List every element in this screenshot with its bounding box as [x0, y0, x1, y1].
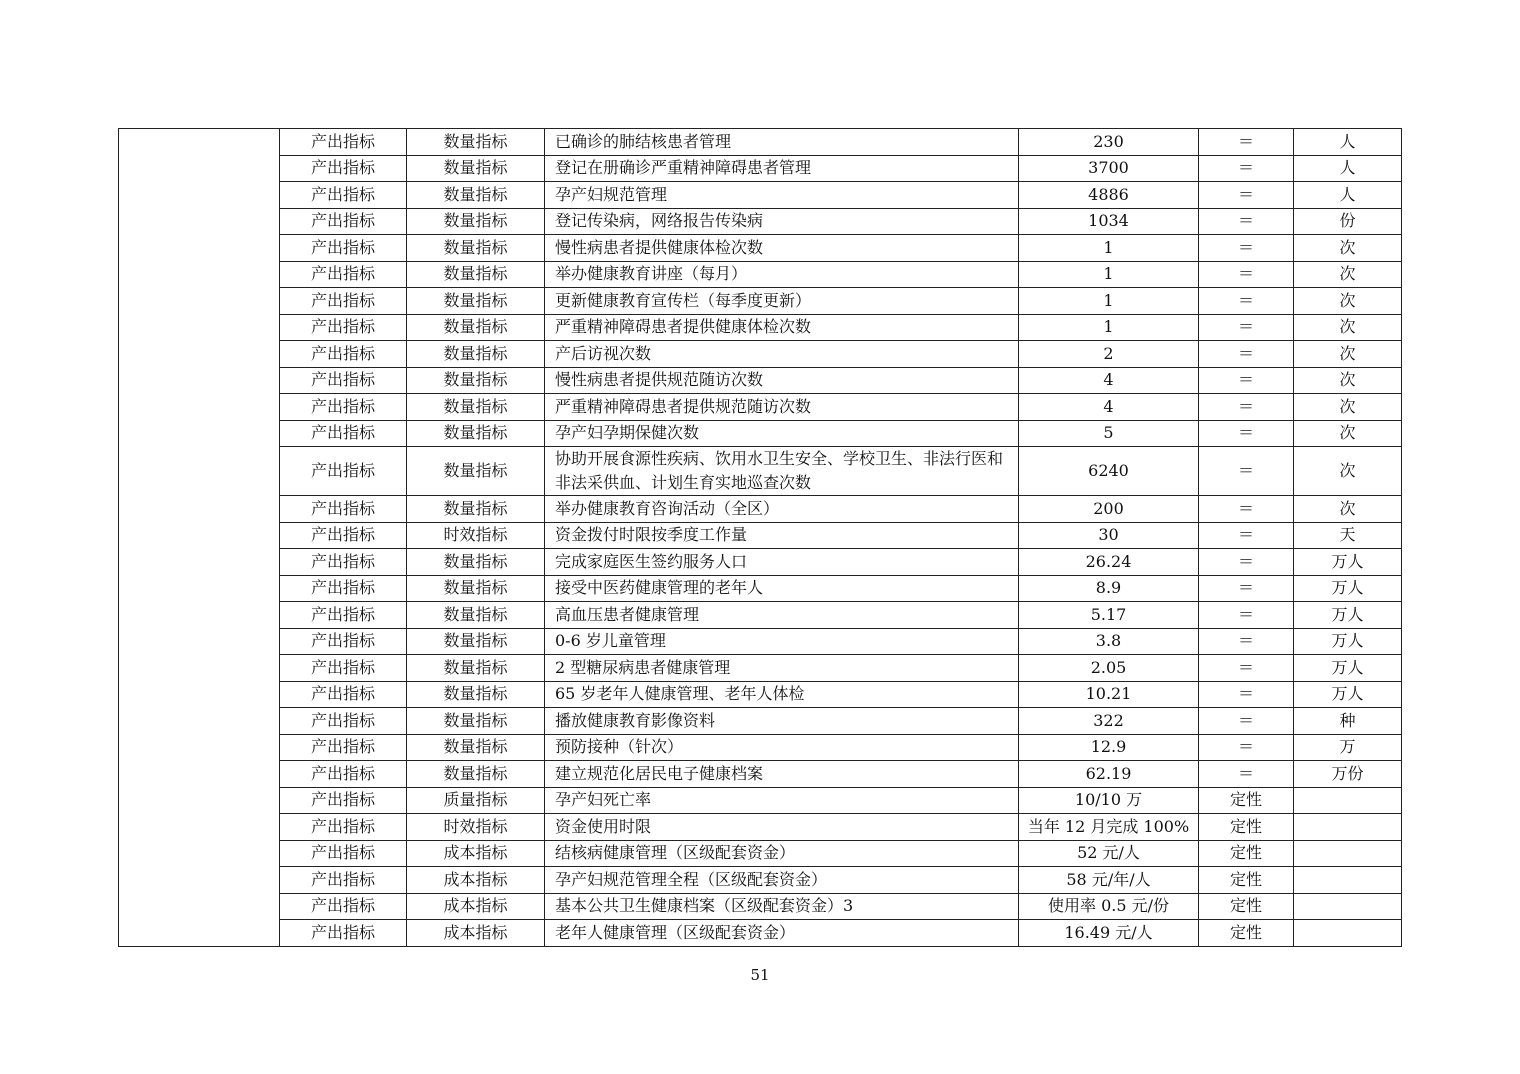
unit-cell: 人: [1294, 155, 1402, 182]
level2-cell: 数量指标: [407, 655, 545, 682]
target-value-cell: 5.17: [1019, 602, 1199, 629]
operator-cell: ＝: [1199, 394, 1294, 421]
unit-cell: 天: [1294, 522, 1402, 549]
table-row: [119, 447, 1402, 496]
table-row: [119, 681, 1402, 708]
target-value-cell: 1: [1019, 261, 1199, 288]
level1-cell: 产出指标: [280, 367, 407, 394]
unit-cell: 万人: [1294, 549, 1402, 576]
table-row: [119, 496, 1402, 523]
table-row: [119, 893, 1402, 920]
operator-cell: ＝: [1199, 367, 1294, 394]
indicator-name-cell: 登记传染病，网络报告传染病: [545, 208, 1019, 235]
indicator-name-cell: 资金拨付时限按季度工作量: [545, 522, 1019, 549]
target-value-cell: 12.9: [1019, 734, 1199, 761]
unit-cell: 次: [1294, 288, 1402, 315]
table-row: [119, 814, 1402, 841]
operator-cell: ＝: [1199, 655, 1294, 682]
target-value-cell: 3700: [1019, 155, 1199, 182]
level2-cell: 成本指标: [407, 867, 545, 894]
level1-cell: 产出指标: [280, 496, 407, 523]
unit-cell: [1294, 867, 1402, 894]
level1-cell: 产出指标: [280, 394, 407, 421]
level2-cell: 数量指标: [407, 155, 545, 182]
level1-cell: 产出指标: [280, 129, 407, 156]
target-value-cell: 1: [1019, 288, 1199, 315]
unit-cell: 万人: [1294, 628, 1402, 655]
table-row: [119, 655, 1402, 682]
level2-cell: 数量指标: [407, 261, 545, 288]
target-value-cell: 1: [1019, 235, 1199, 262]
target-value-cell: 使用率 0.5 元/份: [1019, 893, 1199, 920]
operator-cell: ＝: [1199, 734, 1294, 761]
unit-cell: 万人: [1294, 602, 1402, 629]
operator-cell: ＝: [1199, 681, 1294, 708]
level1-cell: 产出指标: [280, 447, 407, 496]
table-row: [119, 787, 1402, 814]
level1-cell: 产出指标: [280, 208, 407, 235]
target-value-cell: 230: [1019, 129, 1199, 156]
level1-cell: 产出指标: [280, 155, 407, 182]
target-value-cell: 10/10 万: [1019, 787, 1199, 814]
table-row: [119, 208, 1402, 235]
indicator-name-cell: 慢性病患者提供健康体检次数: [545, 235, 1019, 262]
target-value-cell: 16.49 元/人: [1019, 920, 1199, 947]
target-value-cell: 3.8: [1019, 628, 1199, 655]
target-value-cell: 4: [1019, 394, 1199, 421]
unit-cell: 次: [1294, 314, 1402, 341]
table-body: [119, 129, 1402, 947]
unit-cell: 万人: [1294, 681, 1402, 708]
level2-cell: 数量指标: [407, 708, 545, 735]
indicator-name-cell: 播放健康教育影像资料: [545, 708, 1019, 735]
level1-cell: 产出指标: [280, 602, 407, 629]
category-cell: [119, 129, 280, 947]
target-value-cell: 2.05: [1019, 655, 1199, 682]
indicator-name-cell: 接受中医药健康管理的老年人: [545, 575, 1019, 602]
target-value-cell: 58 元/年/人: [1019, 867, 1199, 894]
target-value-cell: 26.24: [1019, 549, 1199, 576]
indicator-name-cell: 建立规范化居民电子健康档案: [545, 761, 1019, 788]
unit-cell: 次: [1294, 420, 1402, 447]
target-value-cell: 62.19: [1019, 761, 1199, 788]
table-row: [119, 367, 1402, 394]
unit-cell: [1294, 840, 1402, 867]
table-row: [119, 129, 1402, 156]
unit-cell: 人: [1294, 129, 1402, 156]
operator-cell: ＝: [1199, 261, 1294, 288]
level1-cell: 产出指标: [280, 420, 407, 447]
indicator-name-cell: 协助开展食源性疾病、饮用水卫生安全、学校卫生、非法行医和非法采供血、计划生育实地巡查次数: [545, 447, 1019, 496]
level2-cell: 数量指标: [407, 182, 545, 209]
unit-cell: 次: [1294, 235, 1402, 262]
level2-cell: 数量指标: [407, 208, 545, 235]
level1-cell: 产出指标: [280, 920, 407, 947]
level2-cell: 数量指标: [407, 367, 545, 394]
level1-cell: 产出指标: [280, 787, 407, 814]
indicator-name-cell: 举办健康教育咨询活动（全区）: [545, 496, 1019, 523]
table-row: [119, 261, 1402, 288]
target-value-cell: 2: [1019, 341, 1199, 368]
unit-cell: [1294, 787, 1402, 814]
indicator-name-cell: 已确诊的肺结核患者管理: [545, 129, 1019, 156]
indicator-name-cell: 2 型糖尿病患者健康管理: [545, 655, 1019, 682]
operator-cell: 定性: [1199, 814, 1294, 841]
table-row: [119, 288, 1402, 315]
table-row: [119, 420, 1402, 447]
level2-cell: 成本指标: [407, 840, 545, 867]
operator-cell: ＝: [1199, 288, 1294, 315]
operator-cell: 定性: [1199, 840, 1294, 867]
table-row: [119, 867, 1402, 894]
unit-cell: 次: [1294, 447, 1402, 496]
table-row: [119, 761, 1402, 788]
level2-cell: 数量指标: [407, 314, 545, 341]
operator-cell: 定性: [1199, 867, 1294, 894]
target-value-cell: 当年 12 月完成 100%: [1019, 814, 1199, 841]
target-value-cell: 6240: [1019, 447, 1199, 496]
operator-cell: ＝: [1199, 182, 1294, 209]
table-row: [119, 394, 1402, 421]
operator-cell: ＝: [1199, 602, 1294, 629]
indicator-name-cell: 产后访视次数: [545, 341, 1019, 368]
indicator-name-cell: 预防接种（针次）: [545, 734, 1019, 761]
unit-cell: 次: [1294, 496, 1402, 523]
indicator-name-cell: 基本公共卫生健康档案（区级配套资金）3: [545, 893, 1019, 920]
indicator-name-cell: 老年人健康管理（区级配套资金）: [545, 920, 1019, 947]
level1-cell: 产出指标: [280, 840, 407, 867]
indicator-name-cell: 完成家庭医生签约服务人口: [545, 549, 1019, 576]
operator-cell: 定性: [1199, 787, 1294, 814]
unit-cell: 次: [1294, 394, 1402, 421]
unit-cell: 种: [1294, 708, 1402, 735]
table-row: [119, 708, 1402, 735]
target-value-cell: 52 元/人: [1019, 840, 1199, 867]
level2-cell: 数量指标: [407, 575, 545, 602]
target-value-cell: 4886: [1019, 182, 1199, 209]
indicator-name-cell: 高血压患者健康管理: [545, 602, 1019, 629]
target-value-cell: 200: [1019, 496, 1199, 523]
level2-cell: 时效指标: [407, 814, 545, 841]
level1-cell: 产出指标: [280, 893, 407, 920]
level1-cell: 产出指标: [280, 235, 407, 262]
unit-cell: 份: [1294, 208, 1402, 235]
page-number: 51: [750, 966, 770, 984]
level2-cell: 数量指标: [407, 761, 545, 788]
target-value-cell: 1: [1019, 314, 1199, 341]
unit-cell: 次: [1294, 261, 1402, 288]
indicator-name-cell: 结核病健康管理（区级配套资金）: [545, 840, 1019, 867]
indicator-name-cell: 65 岁老年人健康管理、老年人体检: [545, 681, 1019, 708]
level2-cell: 数量指标: [407, 549, 545, 576]
operator-cell: 定性: [1199, 893, 1294, 920]
operator-cell: ＝: [1199, 575, 1294, 602]
operator-cell: ＝: [1199, 522, 1294, 549]
target-value-cell: 4: [1019, 367, 1199, 394]
level1-cell: 产出指标: [280, 522, 407, 549]
table-row: [119, 628, 1402, 655]
level2-cell: 数量指标: [407, 628, 545, 655]
level2-cell: 成本指标: [407, 920, 545, 947]
level1-cell: 产出指标: [280, 814, 407, 841]
indicator-name-cell: 慢性病患者提供规范随访次数: [545, 367, 1019, 394]
level1-cell: 产出指标: [280, 575, 407, 602]
unit-cell: 万份: [1294, 761, 1402, 788]
indicator-name-cell: 孕产妇死亡率: [545, 787, 1019, 814]
level1-cell: 产出指标: [280, 182, 407, 209]
table-row: [119, 522, 1402, 549]
table-row: [119, 235, 1402, 262]
operator-cell: ＝: [1199, 496, 1294, 523]
indicator-name-cell: 举办健康教育讲座（每月）: [545, 261, 1019, 288]
level2-cell: 数量指标: [407, 420, 545, 447]
unit-cell: 万人: [1294, 575, 1402, 602]
target-value-cell: 10.21: [1019, 681, 1199, 708]
level2-cell: 数量指标: [407, 341, 545, 368]
unit-cell: 次: [1294, 367, 1402, 394]
table-row: [119, 840, 1402, 867]
target-value-cell: 30: [1019, 522, 1199, 549]
indicator-name-cell: 资金使用时限: [545, 814, 1019, 841]
level2-cell: 成本指标: [407, 893, 545, 920]
unit-cell: 人: [1294, 182, 1402, 209]
level1-cell: 产出指标: [280, 628, 407, 655]
operator-cell: ＝: [1199, 129, 1294, 156]
target-value-cell: 322: [1019, 708, 1199, 735]
indicator-name-cell: 严重精神障碍患者提供规范随访次数: [545, 394, 1019, 421]
level1-cell: 产出指标: [280, 261, 407, 288]
level2-cell: 数量指标: [407, 235, 545, 262]
table-row: [119, 602, 1402, 629]
table-row: [119, 155, 1402, 182]
operator-cell: ＝: [1199, 447, 1294, 496]
target-value-cell: 1034: [1019, 208, 1199, 235]
operator-cell: ＝: [1199, 761, 1294, 788]
level1-cell: 产出指标: [280, 655, 407, 682]
level1-cell: 产出指标: [280, 341, 407, 368]
target-value-cell: 5: [1019, 420, 1199, 447]
indicator-name-cell: 0-6 岁儿童管理: [545, 628, 1019, 655]
table-row: [119, 182, 1402, 209]
level1-cell: 产出指标: [280, 734, 407, 761]
indicator-name-cell: 孕产妇规范管理全程（区级配套资金）: [545, 867, 1019, 894]
level2-cell: 数量指标: [407, 288, 545, 315]
operator-cell: ＝: [1199, 341, 1294, 368]
level1-cell: 产出指标: [280, 288, 407, 315]
unit-cell: 万: [1294, 734, 1402, 761]
table-row: [119, 549, 1402, 576]
table-row: [119, 734, 1402, 761]
level2-cell: 数量指标: [407, 129, 545, 156]
level1-cell: 产出指标: [280, 867, 407, 894]
level2-cell: 时效指标: [407, 522, 545, 549]
unit-cell: [1294, 893, 1402, 920]
level2-cell: 数量指标: [407, 681, 545, 708]
operator-cell: ＝: [1199, 208, 1294, 235]
unit-cell: [1294, 920, 1402, 947]
table-row: [119, 341, 1402, 368]
indicator-name-cell: 孕产妇孕期保健次数: [545, 420, 1019, 447]
level2-cell: 数量指标: [407, 602, 545, 629]
level1-cell: 产出指标: [280, 681, 407, 708]
indicator-name-cell: 严重精神障碍患者提供健康体检次数: [545, 314, 1019, 341]
level2-cell: 质量指标: [407, 787, 545, 814]
operator-cell: ＝: [1199, 549, 1294, 576]
target-value-cell: 8.9: [1019, 575, 1199, 602]
operator-cell: ＝: [1199, 420, 1294, 447]
operator-cell: ＝: [1199, 628, 1294, 655]
level2-cell: 数量指标: [407, 496, 545, 523]
level1-cell: 产出指标: [280, 761, 407, 788]
unit-cell: 次: [1294, 341, 1402, 368]
unit-cell: 万人: [1294, 655, 1402, 682]
indicator-table: [118, 128, 1402, 947]
level2-cell: 数量指标: [407, 447, 545, 496]
unit-cell: [1294, 814, 1402, 841]
indicator-name-cell: 更新健康教育宣传栏（每季度更新）: [545, 288, 1019, 315]
level2-cell: 数量指标: [407, 734, 545, 761]
operator-cell: 定性: [1199, 920, 1294, 947]
level1-cell: 产出指标: [280, 708, 407, 735]
level1-cell: 产出指标: [280, 314, 407, 341]
operator-cell: ＝: [1199, 708, 1294, 735]
table-row: [119, 920, 1402, 947]
level1-cell: 产出指标: [280, 549, 407, 576]
indicator-name-cell: 登记在册确诊严重精神障碍患者管理: [545, 155, 1019, 182]
indicator-name-cell: 孕产妇规范管理: [545, 182, 1019, 209]
operator-cell: ＝: [1199, 155, 1294, 182]
table-row: [119, 314, 1402, 341]
operator-cell: ＝: [1199, 235, 1294, 262]
level2-cell: 数量指标: [407, 394, 545, 421]
table-row: [119, 575, 1402, 602]
operator-cell: ＝: [1199, 314, 1294, 341]
